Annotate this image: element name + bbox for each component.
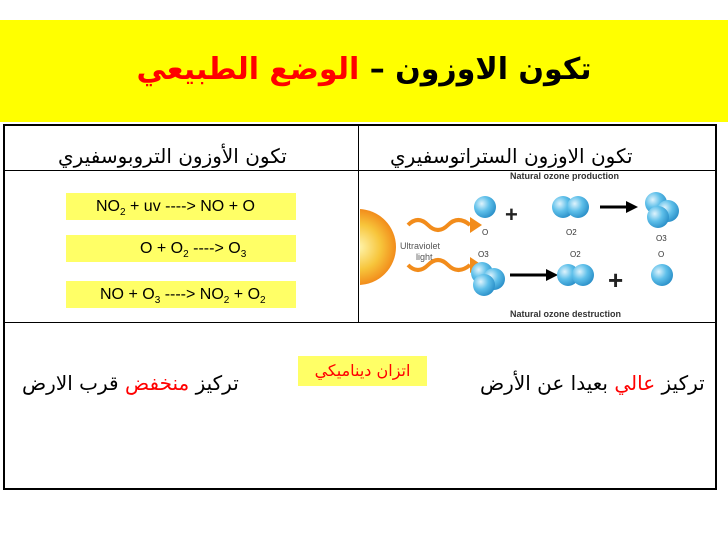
svg-text:O: O	[482, 228, 489, 237]
header-stratospheric: تكون الاوزون الستراتوسفيري	[390, 144, 633, 168]
low-concentration-text: تركيز منخفض قرب الارض	[22, 371, 239, 395]
svg-text:O2: O2	[570, 250, 581, 259]
oxygen-atom-bottom-icon	[651, 264, 673, 286]
svg-text:Ultraviolet: Ultraviolet	[400, 241, 441, 251]
svg-text:O2: O2	[566, 228, 577, 237]
o2-molecule-bottom-icon	[572, 264, 594, 286]
svg-text:O3: O3	[656, 234, 667, 243]
sun-icon	[360, 209, 396, 285]
equation-1: $NO_2$ + uv ----> NO + O	[66, 193, 296, 220]
table-column-divider	[358, 126, 359, 323]
svg-text:light: light	[416, 252, 433, 262]
o3-molecule-bottom-icon	[473, 274, 495, 296]
high-concentration-text: تركيز عالي بعيدا عن الأرض	[480, 371, 705, 395]
ozone-cycle-diagram	[360, 165, 716, 325]
o2-molecule-icon	[567, 196, 589, 218]
svg-text:+: +	[608, 265, 624, 295]
svg-text:+: +	[505, 202, 518, 227]
title-main: تكون الاوزون –	[369, 52, 592, 87]
page-title	[0, 50, 728, 90]
o3-molecule-icon	[647, 206, 669, 228]
oxygen-atom-icon	[474, 196, 496, 218]
svg-text:Natural ozone production: Natural ozone production	[510, 171, 619, 181]
equation-3: NO + $O_3$ ----> $NO_2 + O_2$	[66, 281, 296, 308]
svg-text:O3: O3	[478, 250, 489, 259]
svg-text:Natural ozone destruction: Natural ozone destruction	[510, 309, 622, 319]
svg-text:O: O	[658, 250, 665, 259]
uv-wave-top-icon	[408, 220, 470, 230]
equation-2: $O + O_2$ ----> $O_3$	[66, 235, 296, 262]
header-tropospheric: تكون الأوزون التروبوسفيري	[58, 144, 287, 168]
dynamic-equilibrium-box: اتزان ديناميكي	[298, 356, 427, 386]
title-highlight: الوضع الطبيعي	[136, 52, 360, 87]
